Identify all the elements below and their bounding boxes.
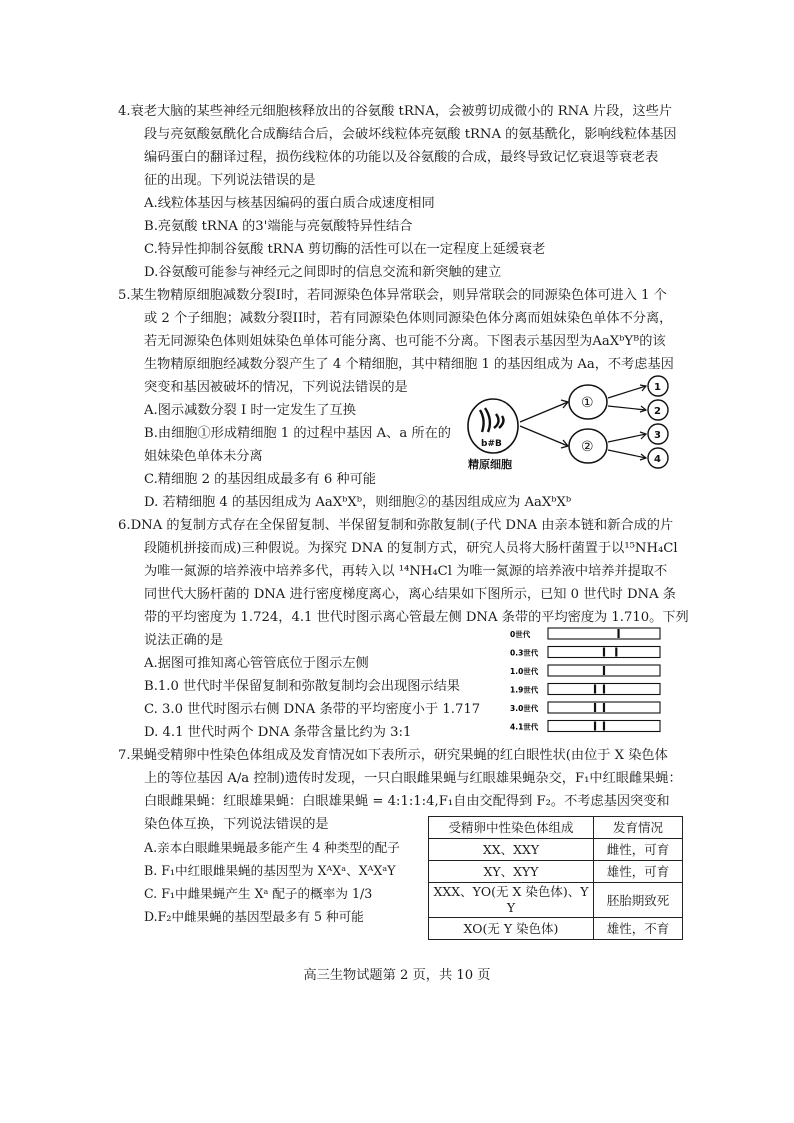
q7-option-c: C. F₁中雌果蝇产生 Xᵃ 配子的概率为 1/3 <box>144 886 373 901</box>
table-cell: 胚胎期致死 <box>594 883 683 918</box>
table-row <box>429 839 683 861</box>
sex-chromosome-table <box>428 816 683 940</box>
sperm-3-label: 3 <box>654 430 661 441</box>
q7-option-b: B. F₁中红眼雌果蝇的基因型为 XᴬXᵃ、XᴬXᵃY <box>144 863 396 878</box>
q7-options <box>144 836 434 928</box>
dna-band <box>603 666 605 675</box>
table-cell: XO(无 Y 染色体) <box>429 918 594 940</box>
table-cell: 雌性，可育 <box>594 839 683 861</box>
q6-stem-line: 同世代大肠杆菌的 DNA 进行密度梯度离心，离心结果如下图所示，已知 0 世代时 DNA 条 <box>144 587 676 602</box>
q5-stem-line: 生物精原细胞经减数分裂产生了 4 个精细胞，其中精细胞 1 的基因组成为 Aa，不考虑基因 <box>144 357 674 372</box>
dna-band <box>594 685 596 694</box>
question-4 <box>118 100 684 284</box>
q5-option-b-cont: 姐妹染色单体未分离 <box>144 449 263 464</box>
q5-option-d: D. 若精细胞 4 的基因组成为 AaXᵇXᵇ，则细胞②的基因组成应为 AaXᵇXᵇ <box>144 495 572 510</box>
q4-option-c: C.特异性抑制谷氨酸 tRNA 剪切酶的活性可以在一定程度上延缓衰老 <box>144 242 546 257</box>
q6-option-c: C. 3.0 世代时图示右侧 DNA 条带的平均密度小于 1.717 <box>144 702 481 717</box>
table-cell: 雄性，不育 <box>594 918 683 940</box>
q6-stem-line: 带的平均密度为 1.724，4.1 世代时图示离心管最左侧 DNA 条带的平均密度为 1.710。下列 <box>144 610 689 625</box>
table-cell: 雄性，可育 <box>594 861 683 883</box>
meiosis-diagram <box>460 374 680 474</box>
table-row <box>429 861 683 883</box>
q6-stem-line: 6.DNA 的复制方式存在全保留复制、半保留复制和弥散复制(子代 DNA 由亲本链和新合成的片 <box>118 518 674 533</box>
table-header-cell: 受精卵中性染色体组成 <box>429 817 594 839</box>
q5-stem-line: 5.某生物精原细胞减数分裂I时，若同源染色体异常联会，则异常联会的同源染色体可进入 1 个 <box>118 288 667 303</box>
table-cell: XX、XXY <box>429 839 594 861</box>
q5-option-c: C.精细胞 2 的基因组成最多有 6 种可能 <box>144 472 376 487</box>
q7-stem-line: 7.果蝇受精卵中性染色体组成及发育情况如下表所示，研究果蝇的红白眼性状(由位于 X 染色体 <box>118 748 668 763</box>
table-cell: XY、XYY <box>429 861 594 883</box>
q4-stem-line: 征的出现。下列说法错误的是 <box>144 173 316 188</box>
dna-band <box>603 648 605 657</box>
q4-option-b: B.亮氨酸 tRNA 的3'端能与亮氨酸特异性结合 <box>144 219 413 234</box>
dna-band <box>617 629 619 638</box>
q7-stem-line: 白眼雌果蝇：红眼雄果蝇：白眼雄果蝇 = 4:1:1:4,F₁自由交配得到 F₂。不考虑基因突变和 <box>144 794 670 809</box>
q7-option-d: D.F₂中雌果蝇的基因型最多有 5 种可能 <box>144 909 364 924</box>
generation-label: 0.3世代 <box>510 648 539 658</box>
q6-stem-line: 为唯一氮源的培养液中培养多代，再转入以 ¹⁴NH₄Cl 为唯一氮源的培养液中培养并提取不 <box>144 564 668 579</box>
q4-stem-line: 4.衰老大脑的某些神经元细胞核释放出的谷氨酸 tRNA，会被剪切成微小的 RNA 片段，这些片 <box>118 104 673 119</box>
page-footer: 高三生物试题第 2 页，共 10 页 <box>303 968 491 983</box>
generation-label: 3.0世代 <box>510 704 539 713</box>
cell-genes-label: b#B <box>481 439 502 449</box>
q4-stem-line: 编码蛋白的翻译过程，损伤线粒体的功能以及谷氨酸的合成，最终导致记忆衰退等衰老表 <box>144 150 659 165</box>
q6-option-d: D. 4.1 世代时两个 DNA 条带含量比约为 3:1 <box>144 725 412 740</box>
q5-option-b: B.由细胞①形成精细胞 1 的过程中基因 A、a 所在的 <box>144 426 451 441</box>
sperm-1-label: 1 <box>654 382 661 393</box>
cell-2-label: ② <box>581 439 594 455</box>
q7-stem-line: 上的等位基因 A/a 控制)遗传时发现，一只白眼雌果蝇与红眼雄果蝇杂交，F₁中红眼雌果蝇： <box>144 771 682 786</box>
dna-band <box>594 722 596 731</box>
dna-band <box>603 685 605 694</box>
q5-stem-line: 突变和基因被破坏的情况，下列说法错误的是 <box>144 380 408 395</box>
q6-stem-line: 说法正确的是 <box>144 633 224 648</box>
q4-option-d: D.谷氨酸可能参与神经元之间即时的信息交流和新突触的建立 <box>144 265 502 280</box>
dna-band <box>603 703 605 712</box>
table-row <box>429 918 683 940</box>
generation-label: 1.0世代 <box>510 667 539 676</box>
sperm-2-label: 2 <box>654 406 661 417</box>
centrifuge-tubes-figure <box>508 624 664 736</box>
dna-band <box>603 722 605 731</box>
q6-option-b: B.1.0 世代时半保留复制和弥散复制均会出现图示结果 <box>144 679 460 694</box>
generation-label: 1.9世代 <box>510 685 539 695</box>
q4-stem-line: 段与亮氨酸氨酰化合成酶结合后，会破坏线粒体亮氨酸 tRNA 的氨基酰化，影响线粒体基因 <box>144 127 677 142</box>
q5-option-a: A.图示减数分裂 I 时一定发生了互换 <box>144 403 356 418</box>
table-cell: XXX、YO(无 X 染色体)、Y Y <box>429 883 594 918</box>
q5-stem-line: 若无同源染色体则姐妹染色单体可能分离、也可能不分离。下图表示基因型为AaXᵇYᴮ的该 <box>144 334 666 349</box>
q6-option-a: A.据图可推知离心管管底位于图示左侧 <box>144 656 369 671</box>
sperm-4-label: 4 <box>654 454 661 465</box>
generation-label: 4.1世代 <box>510 722 539 732</box>
cell-1-label: ① <box>581 395 594 411</box>
q7-option-a: A.亲本白眼雌果蝇最多能产生 4 种类型的配子 <box>144 840 400 855</box>
q6-stem-line: 段随机拼接而成)三种假说。为探究 DNA 的复制方式，研究人员将大肠杆菌置于以¹⁵NH₄Cl <box>144 541 678 556</box>
sex-chromosome-table-wrap <box>428 816 683 940</box>
q7-stem-line: 染色体互换，下列说法错误的是 <box>144 817 329 832</box>
q4-option-a: A.线粒体基因与核基因编码的蛋白质合成速度相同 <box>144 196 435 211</box>
table-row <box>429 883 683 918</box>
generation-label: 0世代 <box>510 630 531 639</box>
q5-stem-line: 或 2 个子细胞；减数分裂II时，若有同源染色体则同源染色体分离而姐妹染色单体不分离， <box>144 311 673 326</box>
table-header-cell: 发育情况 <box>594 817 683 839</box>
spermatogonium-label: 精原细胞 <box>468 458 512 471</box>
centrifuge-tube <box>548 628 660 639</box>
dna-band <box>615 648 617 657</box>
dna-band <box>594 703 596 712</box>
table-header-row <box>429 817 683 839</box>
chromosome-shape <box>480 408 503 432</box>
